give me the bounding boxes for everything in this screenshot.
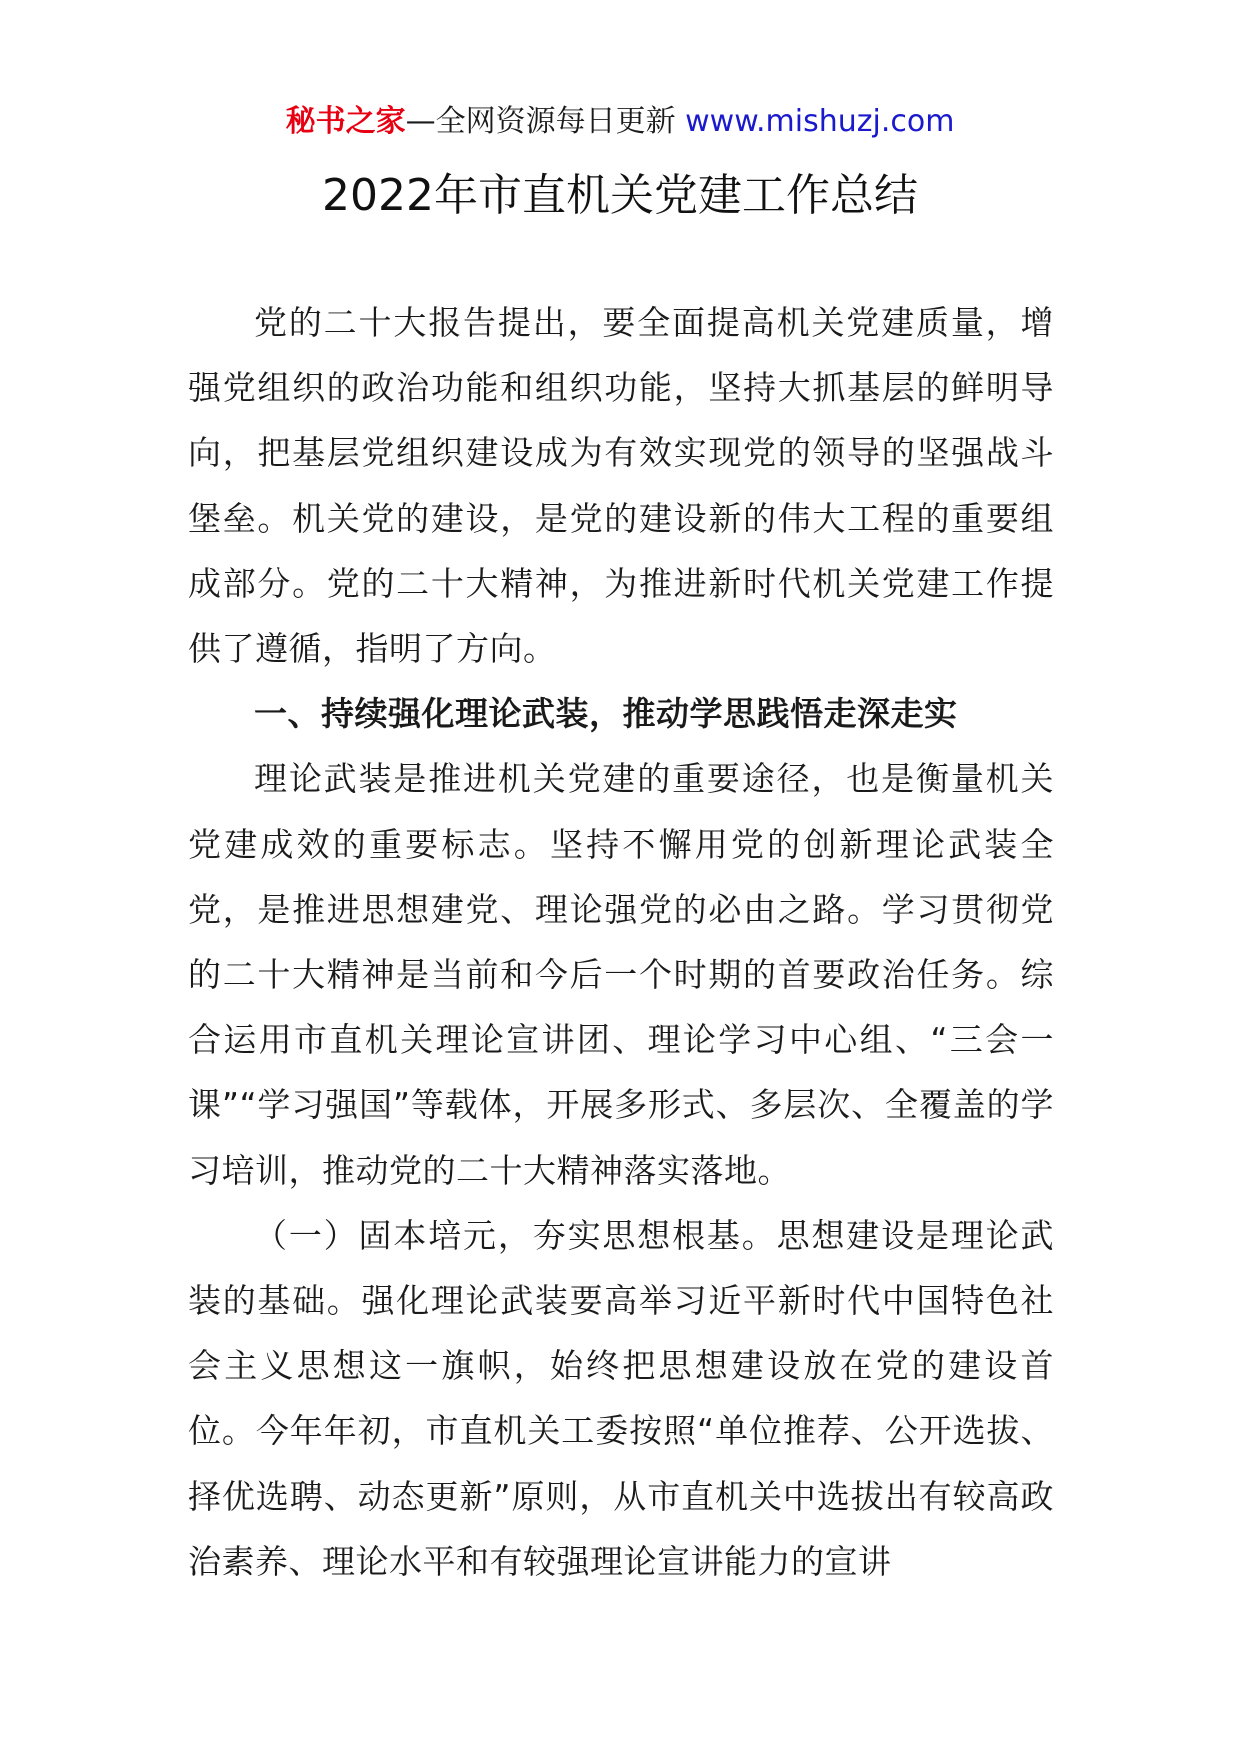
paragraph-theory: 理论武装是推进机关党建的重要途径，也是衡量机关党建成效的重要标志。坚持不懈用党的创新理论武装全党，是推进思想建党、理论强党的必由之路。学习贯彻党的二十大精神是当前和今后一个时期的首要政治任务。综合运用市直机关理论宣讲团、理论学习中心组、“三会一课”“学习强国”等载体，开展多形式、多层次、全覆盖的学习培训，推动党的二十大精神落实落地。	[188, 759, 1054, 1190]
paragraph-intro: 党的二十大报告提出，要全面提高机关党建质量，增强党组织的政治功能和组织功能，坚持大抓基层的鲜明导向，把基层党组织建设成为有效实现党的领导的坚强战斗堡垒。机关党的建设，是党的建设新的伟大工程的重要组成部分。党的二十大精神，为推进新时代机关党建工作提供了遵循，指明了方向。	[188, 303, 1054, 669]
header-url[interactable]: www.mishuzj.com	[685, 104, 955, 139]
document-body	[188, 290, 1054, 1594]
document-title: 2022年市直机关党建工作总结	[322, 170, 918, 221]
brand-name: 秘书之家	[285, 104, 406, 139]
paragraph-subsection-1: （一）固本培元，夯实思想根基。思想建设是理论武装的基础。强化理论武装要高举习近平新时代中国特色社会主义思想这一旗帜，始终把思想建设放在党的建设首位。今年年初，市直机关工委按照“单位推荐、公开选拔、择优选聘、动态更新”原则，从市直机关中选拔出有较高政治素养、理论水平和有较强理论宣讲能力的宣讲	[188, 1215, 1054, 1581]
section-heading-1: 一、持续强化理论武装，推动学思践悟走深走实	[254, 694, 958, 734]
header-slogan: —全网资源每日更新	[405, 104, 686, 139]
watermark-header	[0, 100, 1240, 144]
